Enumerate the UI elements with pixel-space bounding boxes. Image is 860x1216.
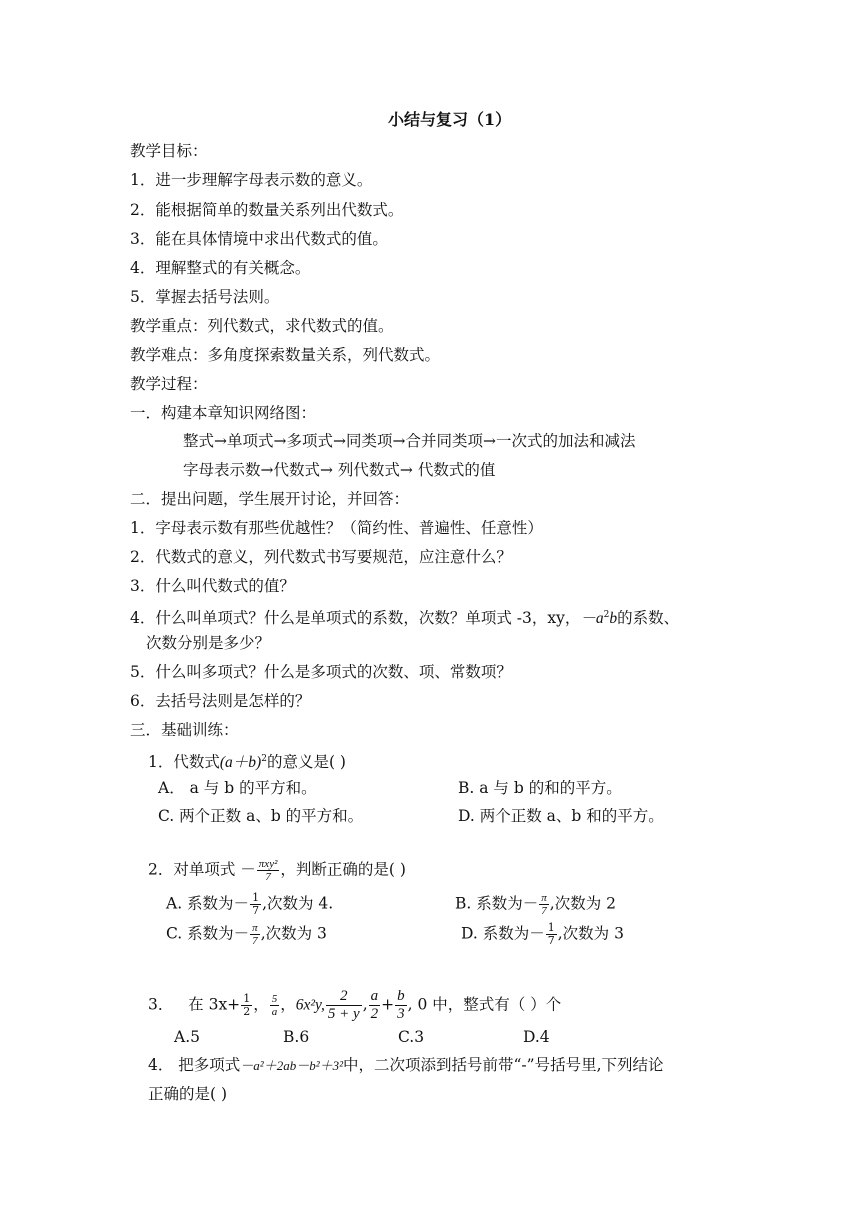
monomial-expression: －a	[580, 610, 604, 628]
exercise-1-exponent: 2	[261, 754, 267, 764]
fraction-numerator: b	[397, 988, 405, 1004]
question-4-text-end: 的系数、	[617, 609, 680, 628]
option-text: B. 系数为－	[455, 894, 539, 913]
exercise-3-stem	[148, 988, 561, 1023]
separator: ，	[280, 995, 296, 1014]
exercise-1-option-c: C. 两个正数 a、b 的平方和。	[158, 807, 364, 825]
question-4-continued: 次数分别是多少？	[146, 634, 271, 652]
exercise-2-text-end: ，判断正确的是( )	[280, 860, 406, 879]
option-text: A. 系数为－	[166, 894, 250, 913]
fraction-2	[270, 993, 280, 1018]
fraction-numerator: π	[252, 922, 258, 934]
exercise-1-option-d: D. 两个正数 a、b 和的平方。	[458, 807, 664, 825]
option-text: D. 系数为－	[461, 924, 545, 943]
fraction-denominator: 3	[397, 1006, 405, 1022]
page-title: 小结与复习（1）	[388, 110, 512, 129]
question-5: 5．什么叫多项式？什么是多项式的次数、项、常数项？	[130, 663, 512, 681]
exercise-2-fraction	[257, 858, 280, 883]
exercise-4-continued: 正确的是( )	[148, 1085, 228, 1103]
exercise-4-text-end: 中，二次项添到括号前带“-”号括号里,下列结论	[343, 1056, 664, 1074]
exercise-3-number: 3．	[148, 995, 174, 1014]
monomial-term: 6x²y,	[295, 996, 325, 1014]
option-text-end: ,次数为 3	[260, 924, 327, 943]
question-2: 2．代数式的意义，列代数式书写要规范，应注意什么？	[130, 548, 512, 566]
option-fraction	[250, 922, 260, 947]
fraction-denominator: 2	[370, 1006, 379, 1022]
exercise-1-expression: (a＋b)	[219, 754, 262, 772]
section3-heading: 三．基础训练：	[130, 721, 239, 739]
objective-item: 3．能在具体情境中求出代数式的值。	[130, 230, 388, 248]
fraction-numerator: π	[541, 892, 547, 904]
exercise-2-stem	[148, 858, 406, 883]
monomial-variable: b	[609, 610, 618, 628]
exercise-3-text-end: , 0 中，整式有（ ）个	[407, 995, 562, 1014]
difficult-point: 教学难点：多角度探索数量关系，列代数式。	[130, 346, 441, 364]
section2-heading: 二．提出问题，学生展开讨论，并回答：	[130, 490, 410, 508]
polynomial-expression: －a²＋2ab－b²＋3²	[240, 1058, 343, 1073]
exercise-4-stem	[148, 1055, 664, 1076]
objective-item: 2．能根据简单的数量关系列出代数式。	[130, 201, 404, 219]
fraction-4	[369, 988, 381, 1023]
fraction-numerator: 1	[243, 992, 251, 1005]
fraction-denominator: 2	[243, 1005, 251, 1018]
objectives-heading: 教学目标：	[130, 142, 208, 160]
knowledge-chain-1: 整式→单项式→多项式→同类项→合并同类项→一次式的加法和减法	[183, 432, 636, 450]
fraction-numerator: 1	[547, 921, 555, 934]
fraction-numerator: 2	[326, 988, 362, 1006]
fraction-numerator: 5	[271, 993, 278, 1005]
question-4	[130, 605, 679, 629]
exercise-1-option-b: B. a 与 b 的和的平方。	[458, 779, 622, 797]
fraction-3	[326, 988, 362, 1023]
exercise-3-option-c: C.3	[398, 1028, 425, 1046]
fraction-numerator: 1	[252, 891, 260, 904]
knowledge-chain-2: 字母表示数→代数式→ 列代数式→ 代数式的值	[183, 461, 496, 479]
option-text: C. 系数为－	[166, 924, 250, 943]
fraction-numerator: πxy²	[258, 858, 278, 870]
exercise-1-option-a: A． a 与 b 的平方和。	[158, 779, 317, 797]
fraction-1	[241, 993, 252, 1018]
key-point: 教学重点：列代数式，求代数式的值。	[130, 317, 394, 335]
exercise-1-text-end: 的意义是( )	[266, 753, 346, 772]
fraction-denominator: 7	[252, 935, 258, 947]
section1-heading: 一．构建本章知识网络图：	[130, 404, 317, 422]
exercise-3-option-a: A.5	[174, 1028, 200, 1046]
fraction-numerator: a	[370, 988, 379, 1004]
fraction-denominator: 7	[541, 905, 547, 917]
question-1: 1．字母表示数有那些优越性？（简约性、普遍性、任意性）	[130, 519, 543, 537]
plus-sign: +	[381, 995, 395, 1014]
objective-item: 5．掌握去括号法则。	[130, 288, 280, 306]
monomial-exponent: 2	[603, 610, 610, 620]
separator: ,	[362, 995, 368, 1014]
fraction-denominator: 7	[252, 904, 260, 917]
exercise-2-option-d	[461, 922, 624, 947]
question-3: 3．什么叫代数式的值？	[130, 577, 295, 595]
fraction-denominator: a	[271, 1006, 278, 1018]
option-text-end: ,次数为 3	[557, 924, 624, 943]
option-text-end: ,次数为 2	[549, 894, 616, 913]
exercise-3-text: 在 3x+	[188, 995, 241, 1014]
exercise-3-option-d: D.4	[523, 1028, 550, 1046]
exercise-2-option-c	[166, 922, 327, 947]
process-heading: 教学过程：	[130, 375, 208, 393]
option-fraction	[250, 892, 261, 917]
exercise-1-stem	[148, 749, 346, 773]
option-text-end: ,次数为 4.	[262, 894, 334, 913]
fraction-denominator: 5 + y	[327, 1006, 360, 1022]
exercise-3-option-b: B.6	[283, 1028, 310, 1046]
exercise-2-text: 2．对单项式 －	[148, 860, 256, 879]
separator: ，	[253, 995, 269, 1014]
fraction-5	[395, 988, 407, 1023]
option-fraction	[539, 892, 549, 917]
question-6: 6．去括号法则是怎样的？	[130, 692, 311, 710]
fraction-denominator: 7	[265, 871, 271, 883]
question-4-text: 4．什么叫单项式？什么是单项式的系数，次数？单项式 -3，xy，	[130, 609, 581, 628]
fraction-denominator: 7	[547, 934, 555, 947]
objective-item: 4．理解整式的有关概念。	[130, 259, 311, 277]
option-fraction	[546, 922, 557, 947]
exercise-2-option-b	[455, 892, 616, 917]
exercise-1-text: 1．代数式	[148, 753, 220, 772]
exercise-4-text: 4． 把多项式	[148, 1056, 241, 1074]
objective-item: 1．进一步理解字母表示数的意义。	[130, 171, 373, 189]
exercise-2-option-a	[166, 892, 333, 917]
